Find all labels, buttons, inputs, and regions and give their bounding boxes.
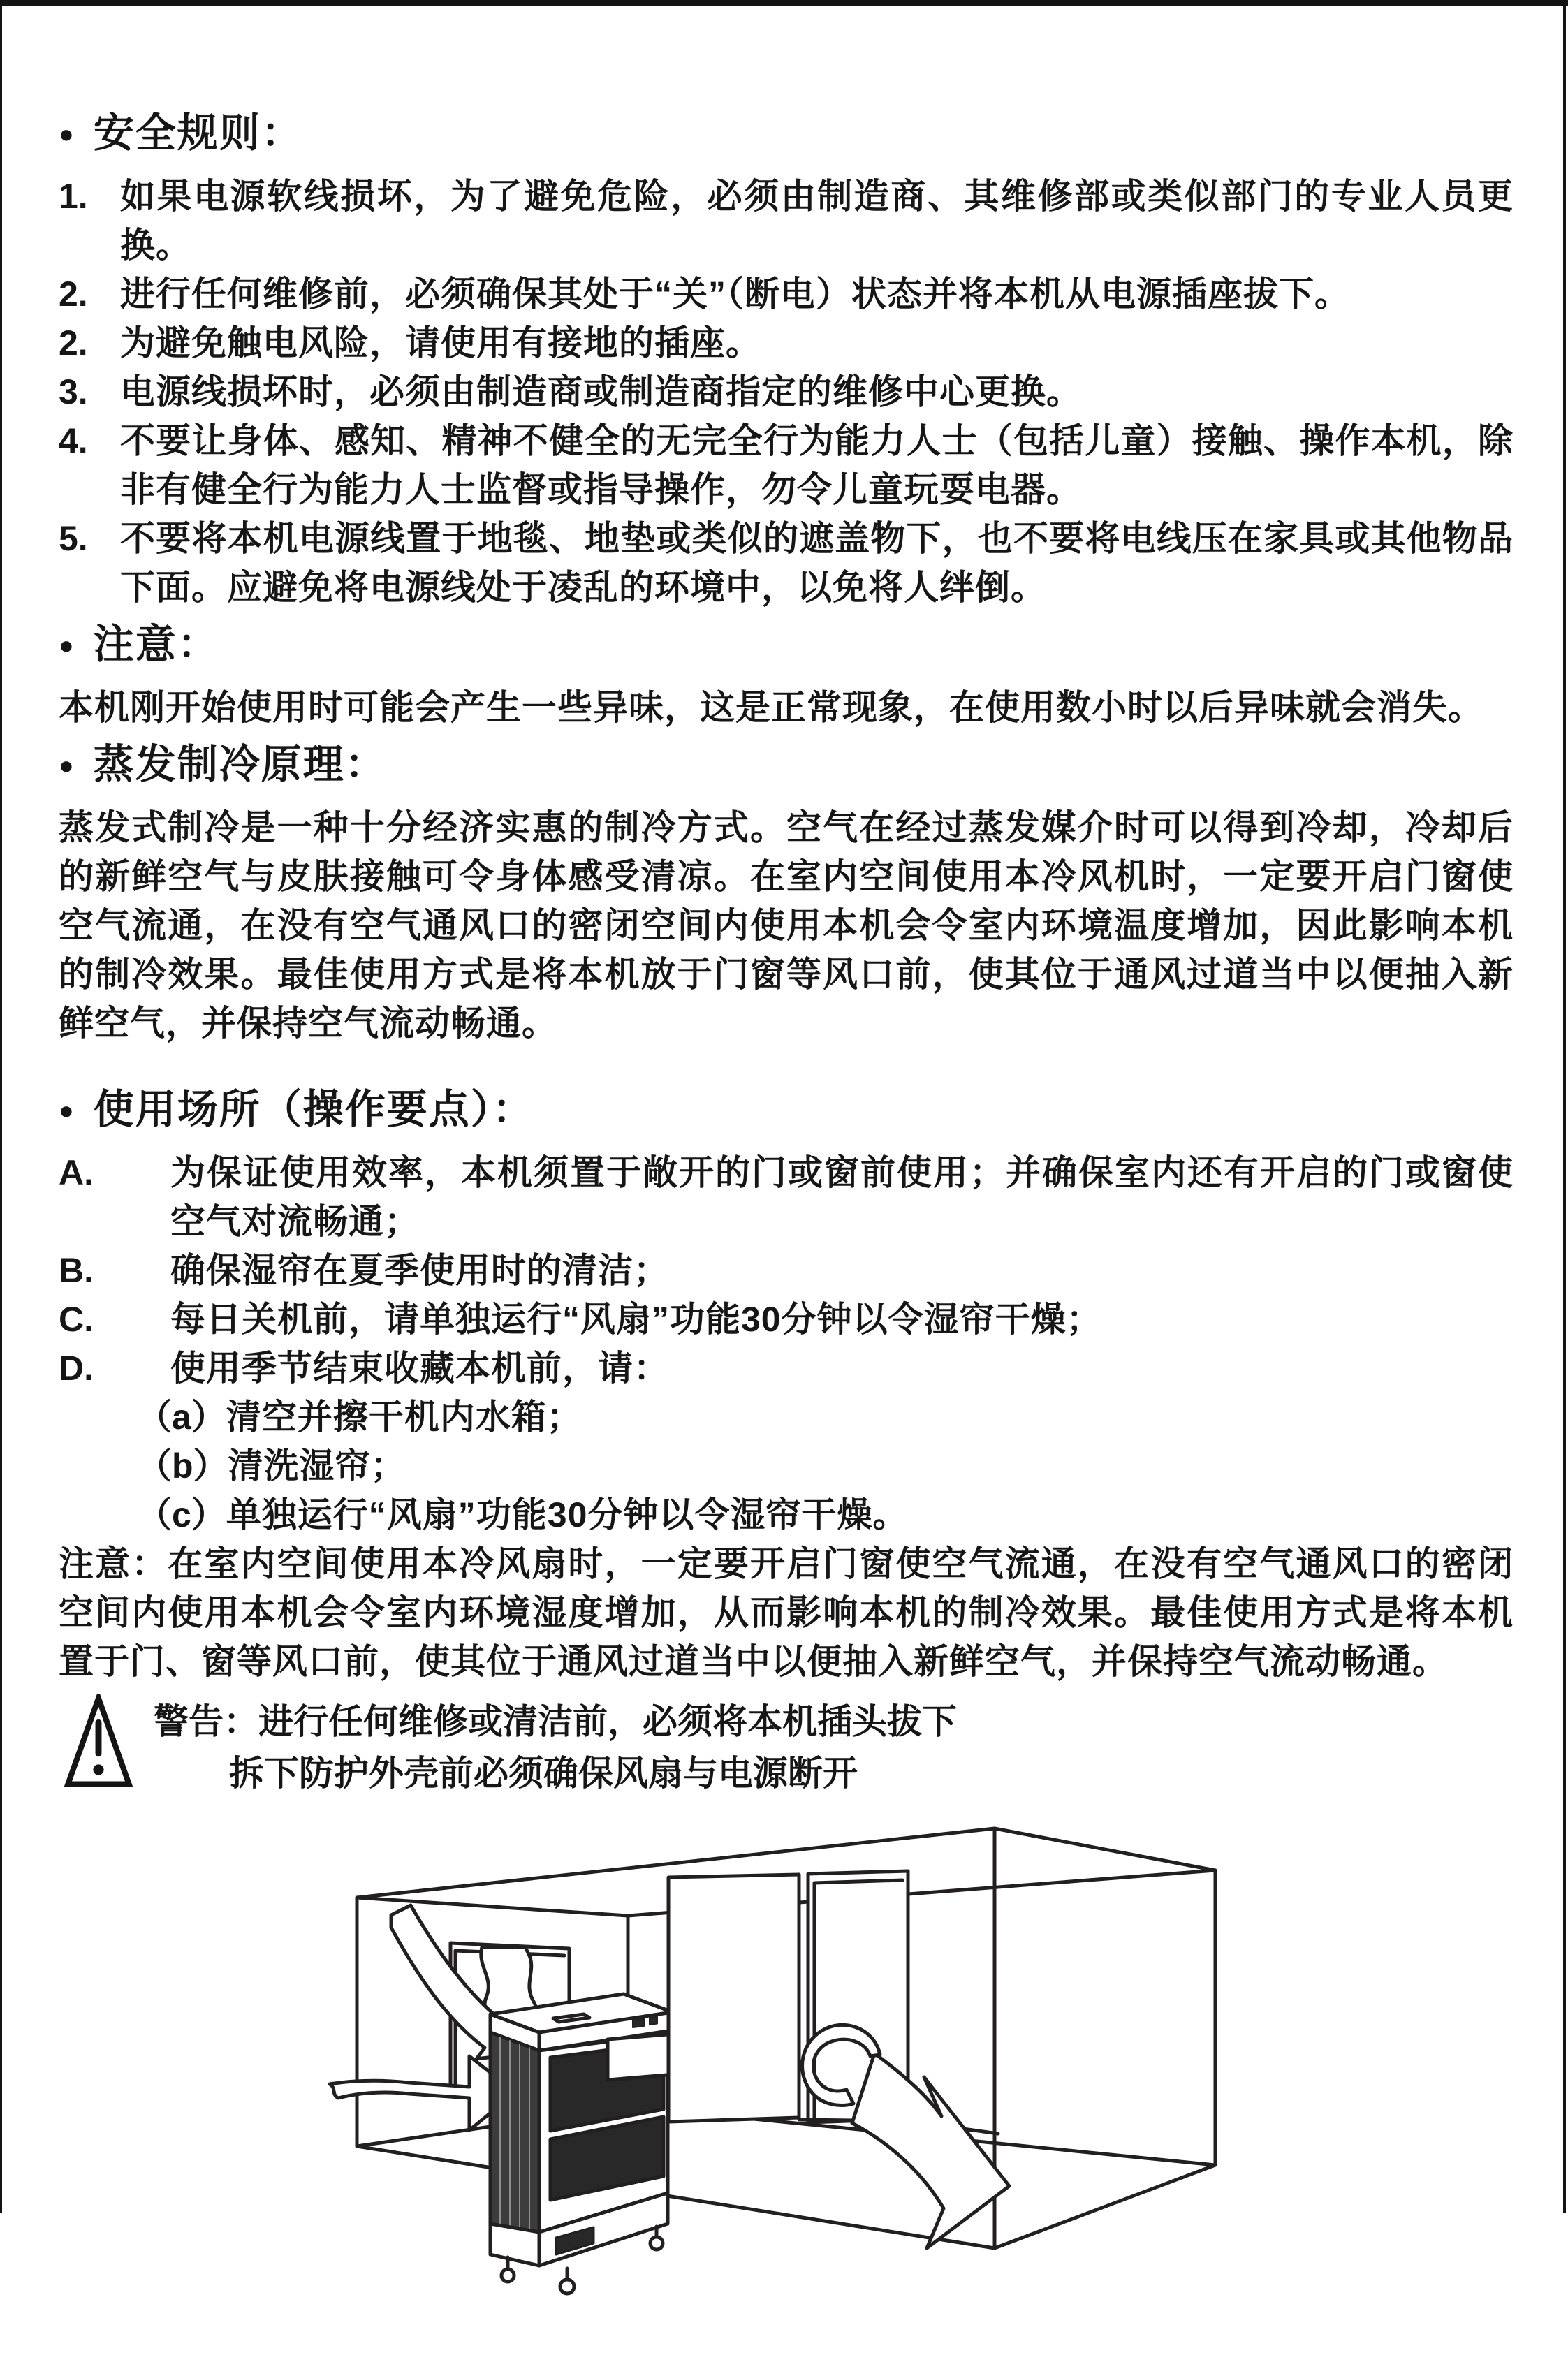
item-letter: C. [59,1300,94,1339]
list-item [59,514,1514,612]
item-number: 5. [59,519,88,558]
list-item [59,1344,1514,1393]
page-left-border [0,6,2,2213]
list-item [59,416,1514,514]
section-heading-notice [59,622,1514,668]
list-item [59,172,1514,270]
item-text: 单独运行“风扇”功能30分钟以令湿帘干燥。 [226,1495,909,1534]
section-title: 蒸发制冷原理： [93,742,387,787]
list-item [59,367,1514,416]
item-text: 为保证使用效率，本机须置于敞开的门或窗前使用；并确保室内还有开启的门或窗使空气对流畅通； [170,1153,1514,1241]
item-text: 确保湿帘在夏季使用时的清洁； [170,1251,669,1290]
item-number: 1. [59,177,88,216]
warning-triangle-icon [64,1694,133,1788]
item-text: 使用季节结束收藏本机前，请： [170,1349,669,1388]
item-number: 4. [59,421,88,460]
item-text: 不要将本机电源线置于地毯、地垫或类似的遮盖物下，也不要将电线压在家具或其他物品下面。应避免将电源线处于凌乱的环境中，以免将人绊倒。 [120,519,1514,607]
section-title: 注意： [93,622,219,667]
warning-line-2: 拆下防护外壳前必须确保风扇与电源断开 [229,1754,858,1793]
page-right-border [1563,6,1566,2213]
section-heading-safety [59,110,1514,156]
list-item [59,1148,1514,1246]
sub-list-item [137,1442,1514,1490]
item-text: 不要让身体、感知、精神不健全的无完全行为能力人士（包括儿童）接触、操作本机，除非有健全行为能力人士监督或指导操作，勿令儿童玩耍电器。 [120,421,1514,509]
item-text: 每日关机前，请单独运行“风扇”功能30分钟以令湿帘干燥； [170,1300,1102,1339]
section-title: 使用场所（操作要点）： [93,1087,534,1132]
item-letter: D. [59,1349,94,1388]
list-item [59,270,1514,318]
page-content [0,6,1568,2369]
item-text: 清洗湿帘； [228,1446,406,1486]
item-text: 为避免触电风险，请使用有接地的插座。 [120,323,761,362]
section-heading-usage [59,1087,1514,1133]
item-text: 清空并擦干机内水箱； [226,1398,582,1437]
item-letter: A. [59,1153,94,1192]
sub-list-item [137,1393,1514,1442]
item-number: 2. [59,274,88,314]
warning-line-1: 警告：进行任何维修或清洁前，必须将本机插头拔下 [154,1702,957,1741]
section-heading-principle [59,742,1514,788]
list-item [59,318,1514,367]
list-item [59,1295,1514,1344]
item-text: 如果电源软线损坏，为了避免危险，必须由制造商、其维修部或类似部门的专业人员更换。 [120,177,1514,265]
bullet-icon: ● [59,751,75,779]
sub-list-item [137,1490,1514,1539]
warning-block [64,1694,1514,1799]
usage-note-paragraph: 注意：在室内空间使用本冷风扇时，一定要开启门窗使空气流通，在没有空气通风口的密闭空间内使用本机会令室内环境湿度增加，从而影响本机的制冷效果。最佳使用方式是将本机置于门、窗等风口前，使其位于通风过道当中以便抽入新鲜空气，并保持空气流动畅通。 [59,1544,1514,1681]
warning-text [154,1694,957,1799]
item-text: 电源线损坏时，必须由制造商或制造商指定的维修中心更换。 [120,372,1082,411]
notice-paragraph: 本机刚开始使用时可能会产生一些异味，这是正常现象，在使用数小时以后异味就会消失。 [59,688,1483,727]
usage-points-list [59,1148,1514,1539]
item-letter: （c） [137,1495,226,1534]
list-item [59,1246,1514,1295]
safety-rules-list [59,172,1514,612]
principle-paragraph: 蒸发式制冷是一种十分经济实惠的制冷方式。空气在经过蒸发媒介时可以得到冷却，冷却后的新鲜空气与皮肤接触可令身体感受清凉。在室内空间使用本冷风机时，一定要开启门窗使空气流通，在没有空气通风口的密闭空间内使用本机会令室内环境温度增加，因此影响本机的制冷效果。最佳使用方式是将本机放于门窗等风口前，使其位于通风过道当中以便抽入新鲜空气，并保持空气流动畅通。 [59,808,1514,1043]
item-letter: B. [59,1251,94,1290]
bullet-icon: ● [59,119,75,148]
item-number: 2. [59,323,88,362]
section-title: 安全规则： [93,110,303,156]
item-letter: （b） [137,1446,228,1486]
room-airflow-illustration [307,1810,1397,2369]
bullet-icon: ● [59,1096,75,1124]
item-text: 进行任何维修前，必须确保其处于“关”（断电）状态并将本机从电源插座拔下。 [120,274,1350,314]
bullet-icon: ● [59,631,75,659]
item-number: 3. [59,372,88,411]
item-letter: （a） [137,1398,226,1437]
